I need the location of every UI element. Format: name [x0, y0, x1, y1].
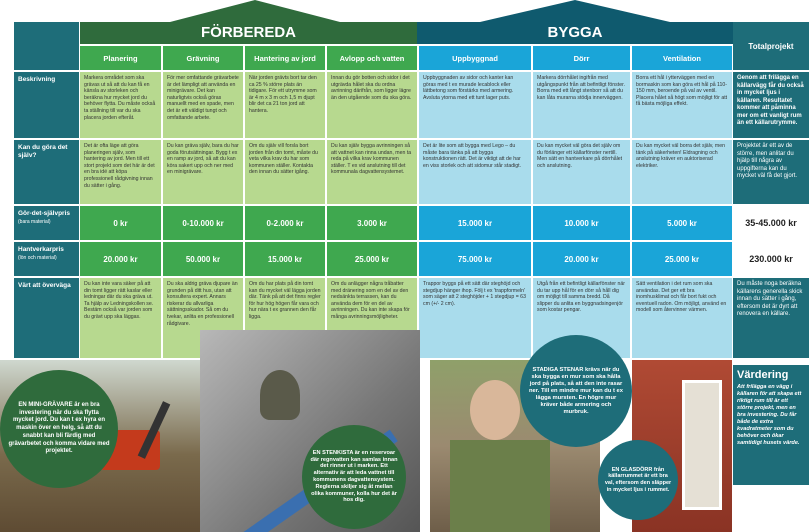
cell-kandu-1: Du kan gräva själv, bara du har goda förutsättningar. Bygg t ex en ramp av jord, så att du kan köra sakert upp och ner med en minigrävare. — [163, 140, 243, 204]
col-header-gravning: Grävning — [163, 46, 243, 70]
cell-kandu-5: Du kan mycket väl göra det själv om du förlänger ett källarfönster nertill. Men sätt en hantverkare på dörrhålet och anslutning. — [533, 140, 630, 204]
vardering-text: Att frilägga en vägg i källaren för att skapa ett riktigt rum till är ett större projekt, men en bra investering. Du får både de extra kvadratmeter som du behöver och ökar samtidigt husets värde. — [737, 384, 802, 446]
vardering-box — [733, 365, 809, 485]
price-diy-0: 0 kr — [80, 206, 161, 240]
price-pro-0: 20.000 kr — [80, 242, 161, 276]
row-label-vart: Värt att överväga — [14, 278, 79, 358]
worker-head — [470, 380, 520, 440]
cell-beskrivning-6: Borra ett hål i ytterväggen med en bormaskin som kan göra ett hål på 110-150 mm, beroende på val av ventil. Placera hålet så högt som möjligt för att få bästa möjliga effekt. — [632, 72, 732, 138]
cell-vart-2: Om du har plats på din tomt kan du mycket väl lägga jorden där. Tänk på att det finns regler för hur hög högen får vara och hur nära t ex grannen den får ligga. — [245, 278, 325, 358]
total-beskrivning: Genom att frilägga en källarvägg får du också in mycket ljus i källaren. Resultatet kommer att påminna mer om ett vanligt rum än ett källarutrymme. — [733, 72, 809, 138]
price-diy-2: 0-2.000 kr — [245, 206, 325, 240]
cell-kandu-2: Om du själv vill forsla bort jorden från din tomt, måste du veta vilka krav du har som kommunen ställer. Kontakta den innan du sätter igång. — [245, 140, 325, 204]
price-pro-6: 25.000 kr — [632, 242, 732, 276]
cell-beskrivning-0: Markera området som ska grävas ut så att du kan få en känsla av storleken och beräkna hur mycket jord du behöver flytta. Du måste också ta ställning till var du ska placera jorden efteråt. — [80, 72, 161, 138]
cell-kandu-4: Det är lite som att bygga med Lego – du måste bara tänka på att bygga konstruktionen rätt. Det är viktigt att de har en viss storlek och att sidomur står stadigt. — [419, 140, 531, 204]
cell-kandu-6: Du kan mycket väl borra det själv, men tänk på säkerheten! Eldragning och anslutning kräver en auktoriserad elektriker. — [632, 140, 732, 204]
callout-stenkista: EN STENKISTA är en reservoar där regnvatten kan samlas innan det rinner ut i marken. Ett alternativ är att leda vattnet till kommunens dagvattensystem. Reglerna skiljer sig åt mellan olika kommuner, kolla hur det är hos dig. — [302, 425, 406, 529]
cell-kandu-0: Det är ofta läge att göra planeringen själv, som hantering av jord. Men till ett stort projekt som det här är det en bra idé att köpa professionell rådgivning innan du sätter i gång. — [80, 140, 161, 204]
col-header-planering: Planering — [80, 46, 161, 70]
callout-minigravare: EN MINI-GRÄVARE är en bra investering när du ska flytta mycket jord. Du kan t ex hyra en maskin över en helg, så att du snabbt kan bli färdig med grävarbetet och komma vidare med projektet. — [0, 370, 118, 488]
cell-beskrivning-2: När jorden grävts bort tar den ca 25 % större plats än tidigare. För ett utrymme som är 4 m x 3 m och 1,5 m djupt blir det ca 21 ton jord att hantera. — [245, 72, 325, 138]
total-kandu: Projektet är ett av de större, men anlitar du hjälp till några av uppgifterna kan du mycket väl få det gjort. — [733, 140, 809, 204]
cell-beskrivning-4: Uppbyggnaden av sidor och kanter kan göras med t ex murade lecablock eller lättbetong som förstärks med armering. Avsluta ytorna med ett tunt lager puts. — [419, 72, 531, 138]
price-pro-4: 75.000 kr — [419, 242, 531, 276]
price-pro-5: 20.000 kr — [533, 242, 630, 276]
col-header-dorr: Dörr — [533, 46, 630, 70]
row-label-kan-du: Kan du göra det själv? — [14, 140, 79, 204]
cell-vart-6: Sätt ventilation i det rum som ska användas. Det ger ett bra inomhusklimat och får bort fukt och eventuell radon. Om möjligt, använd en modell som återvinner värmen. — [632, 278, 732, 358]
price-diy-6: 5.000 kr — [632, 206, 732, 240]
col-header-ventilation: Ventilation — [632, 46, 732, 70]
diy-label: Gör-det-självpris — [18, 210, 71, 217]
price-diy-4: 15.000 kr — [419, 206, 531, 240]
total-vart: Du måste noga beräkna källarens generella skick innan du sätter i gång, eftersom det är dyrt att renovera en källare. — [733, 278, 809, 358]
col-header-avlopp: Avlopp och vatten — [327, 46, 417, 70]
callout-glasdorr: EN GLASDÖRR från källarrummet är ett bra val, eftersom den släpper in mycket ljus i rummet. — [598, 440, 678, 520]
price-pro-3: 25.000 kr — [327, 242, 417, 276]
cell-kandu-3: Du kan själv bygga avrinningen så att vattnet kan rinna undan, men ta reda på vilka krav kommunen ställer. T ex vid anslutning till det kommunala dagvattensystemet. — [327, 140, 417, 204]
diy-sublabel: (bara material) — [18, 219, 51, 225]
price-pro-1: 50.000 kr — [163, 242, 243, 276]
cell-vart-5: Utgå från ett befintligt källarfönster när du tar upp hål för en dörr så håll dig om möjligt till samma bredd. Då slipper du anlita en byggnadsingenjör som kostar pengar. — [533, 278, 630, 358]
cell-vart-3: Om du anlägger några tråbatter med dränering som en del av den nedsänkta terrassen, kan du använda dem för en del av avrinningen. Du kan inte skapa för många avrinningsmöjligheter. — [327, 278, 417, 358]
worker-shirt — [450, 440, 550, 532]
right-banner-roof — [480, 0, 670, 22]
vardering-title: Värdering — [737, 369, 789, 381]
left-banner-roof — [170, 0, 340, 22]
cell-vart-4: Trappor byggs på ett sätt där steghöjd och stegdjup hänger ihop. Följ t ex 'trappformeln' som säger att 2 steghöjder + 1 stegdjup = 63 cm (+/- 2 cm). — [419, 278, 531, 358]
col-header-uppbyggnad: Uppbyggnad — [419, 46, 531, 70]
row-label-beskrivning: Beskrivning — [14, 72, 79, 138]
pro-label: Hantverkarpris — [18, 246, 64, 253]
corner-cell — [14, 22, 79, 70]
total-diy: 35-45.000 kr — [733, 206, 809, 240]
row-label-diy — [14, 206, 79, 240]
price-diy-1: 0-10.000 kr — [163, 206, 243, 240]
cell-beskrivning-1: För mer omfattande grävarbete är det lämpligt att använda en minigrävare. Det kan naturligtvis också göras manuellt med en spade, men det är ett väldigt tungt och omfattande arbete. — [163, 72, 243, 138]
pro-sublabel: (lön och material) — [18, 255, 57, 261]
callout-stadiga: STADIGA STENAR krävs när du ska bygga en mur som ska hålla jord på plats, så att den inte rasar ner. Till en mindre mur kan du t ex lägga mursten. En högre mur kräver både armering och murbruk. — [520, 335, 632, 447]
price-diy-3: 3.000 kr — [327, 206, 417, 240]
cell-beskrivning-3: Innan du gör botten och sidor i det utgrävda hålet ska du ordna avrinning därifrån, som ligger lägre än den utgående som du ska göra. — [327, 72, 417, 138]
col-header-hantering: Hantering av jord — [245, 46, 325, 70]
section-title-forbereda: FÖRBEREDA — [80, 22, 417, 44]
row-label-pro — [14, 242, 79, 276]
total-pro: 230.000 kr — [733, 242, 809, 276]
col-header-total: Totalprojekt — [733, 22, 809, 70]
cell-vart-0: Du kan inte vara säker på att din tomt ligger rätt kaslar eller ledningar där du ska gräva ut. Ta hjälp av Ledningskollen se. Bestäm också var jorden som du grävt upp ska läggas. — [80, 278, 161, 358]
price-pro-2: 15.000 kr — [245, 242, 325, 276]
cell-vart-1: Du ska aldrig gräva djupare än grunden på ditt hus, utan att konsultera expert. Annars riskerar du allvarliga sättningsskador. Så om du tvekar, anlita en professionell rådgivare. — [163, 278, 243, 358]
glass-door — [682, 380, 722, 510]
worker-figure — [260, 370, 300, 420]
section-title-bygga: BYGGA — [417, 22, 733, 44]
cell-beskrivning-5: Markera dörrhålet ingifrån med utgångspunkt från att befintligt fönster. Borra med ett långt stenborr så att du kan låta murarna stödja innerväggen. — [533, 72, 630, 138]
price-diy-5: 10.000 kr — [533, 206, 630, 240]
